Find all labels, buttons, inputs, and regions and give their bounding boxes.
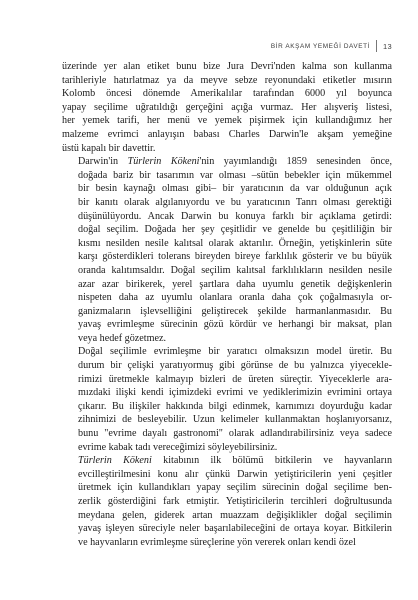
running-header bbox=[271, 40, 392, 52]
text-line: Doğal seçilimle evrimleşme bir yaratıcı olmaksızın model üretir. Bu bbox=[78, 346, 392, 358]
text-line: malzeme evrimci anlayışın babası Charles Darwin'le akşam yemeğine bbox=[62, 128, 392, 140]
text-line: yavaş işleyen süreciyle neler başarılabileceğini de ortaya koyar. Bitkilerin bbox=[78, 523, 392, 535]
text-line: evcilleştirilmesini konu alır çünkü Darwin yetiştiricilerin yeni çeşitler bbox=[78, 468, 392, 480]
text-line: üzerinde yer alan etiket bunu bize Jura Devri'nden kalma son kullanma bbox=[62, 61, 392, 72]
text-line: üstü kapalı bir davettir. bbox=[62, 142, 156, 154]
text-line: bir besin kaynağı olması gibi– bir yaratıcının da var olduğunun açık bbox=[78, 183, 392, 195]
text-line: azar azar birikerek, yerel şartlara daha uyumlu genetik değişkenlerin bbox=[78, 278, 392, 290]
page-number: 13 bbox=[383, 41, 392, 51]
paragraph bbox=[62, 454, 392, 549]
text-line: düşünülüyordu. Ancak Darwin bu konuya farklı bir açıklama getirdi: bbox=[78, 210, 392, 222]
page-body bbox=[62, 60, 392, 549]
text-line: ganizmaların işlevselliğini geliştirecek şekilde harmanlanmasıdır. Bu bbox=[78, 305, 392, 317]
text-line: her yemek tarifi, her menü ve yemek pişirmek için kullandığımız her bbox=[62, 115, 392, 127]
paragraph bbox=[62, 155, 392, 345]
text-line: bir kanıtı olarak algılanıyordu ve bu yaratıcının Tanrı olması gerektiği bbox=[78, 196, 392, 208]
paragraph bbox=[62, 345, 392, 454]
header-divider bbox=[376, 40, 377, 52]
text-line: veya hedef gözetmez. bbox=[78, 332, 166, 344]
text-line: oranda kalıtımsaldır. Doğal seçilim kalıtsal farklılıkların nesilden nesile bbox=[78, 264, 392, 276]
text-line: doğal seçilim. Doğada her şey çeşitlidir ve genelde bu çeşitliliğin bir bbox=[78, 224, 392, 236]
paragraph bbox=[62, 60, 392, 155]
text-line: Kolomb öncesi dönemde Amerikalılar tarafından 6000 yıl boyunca bbox=[62, 88, 392, 100]
text-line: nispeten daha az uyumlu olanlara oranla daha çok çoğalmasıyla or- bbox=[78, 292, 392, 304]
text-line: mızdaki ilişki kendi içimizdeki evrimi ve yediklerimizin evrimini ortaya bbox=[78, 387, 392, 399]
text-line: üretmek için kullandıkları yapay seçilim sürecinin doğal seçilime ben- bbox=[78, 482, 392, 494]
text-line: Türlerin Kökeni kitabının ilk bölümü bitkilerin ve hayvanların bbox=[78, 455, 393, 467]
text-line: zerlik gösterdiğini fark etmiştir. Yetiştiricilerin tercihleri doğrultusunda bbox=[78, 496, 392, 507]
text-line: bunu "evrime dayalı gastronomi" olarak adlandırabilirsiniz veya sadece bbox=[78, 428, 392, 440]
text-line: Darwin'in Türlerin Kökeni'nin yayımlandığı 1859 senesinden önce, bbox=[78, 156, 392, 168]
text-line: durum bir çelişki yaratıyormuş gibi görünse de bu yalnızca yiyecekle- bbox=[78, 360, 392, 372]
text-line: karşı gösterdikleri tolerans bireyden bireye farklılık gösterir ve bu büyük bbox=[78, 251, 392, 263]
text-line: rimizi üretmekle kalmayıp bizleri de üreten süreçtir. Yiyeceklerle ara- bbox=[78, 373, 392, 385]
running-title: BİR AKŞAM YEMEĞİ DAVETİ bbox=[270, 42, 371, 50]
text-line: kısmı nesilden nesile kalıtsal olarak aktarılır. Örneğin, yetişkinlerin süte bbox=[78, 237, 392, 249]
text-line: evrime kabak tadı vereceğimizi söyleyebilirsiniz. bbox=[78, 441, 278, 453]
text-line: tarihleriyle hatırlatmaz ya da meyve sebze reyonundaki etiketler mısırın bbox=[62, 74, 392, 86]
text-line: doğada bariz bir tasarımın var olması –sütün bebekler için mükemmel bbox=[78, 169, 392, 181]
text-line: yapay seçilime uğratıldığı gerçeğini açığa vurmaz. Her alışveriş listesi, bbox=[62, 101, 392, 113]
text-line: yavaş evrimleşme sürecinin gözü kördür ve herhangi bir maksat, plan bbox=[78, 319, 392, 331]
text-line: çıkarır. Bu ilişkiler hakkında bilgi edinmek, karnımızı doyurduğu kadar bbox=[78, 400, 392, 412]
text-line: ve hayvanların evrimleşme süreçlerine yön vererek onları kendi özel bbox=[78, 536, 356, 548]
text-line: meydana gelen, giderek artan muazzam değişiklikler doğal seçilimin bbox=[78, 509, 392, 521]
text-line: zihnimizi de besleyebilir. Uzun kelimeler kullanmaktan hoşlanıyorsanız, bbox=[78, 414, 392, 426]
